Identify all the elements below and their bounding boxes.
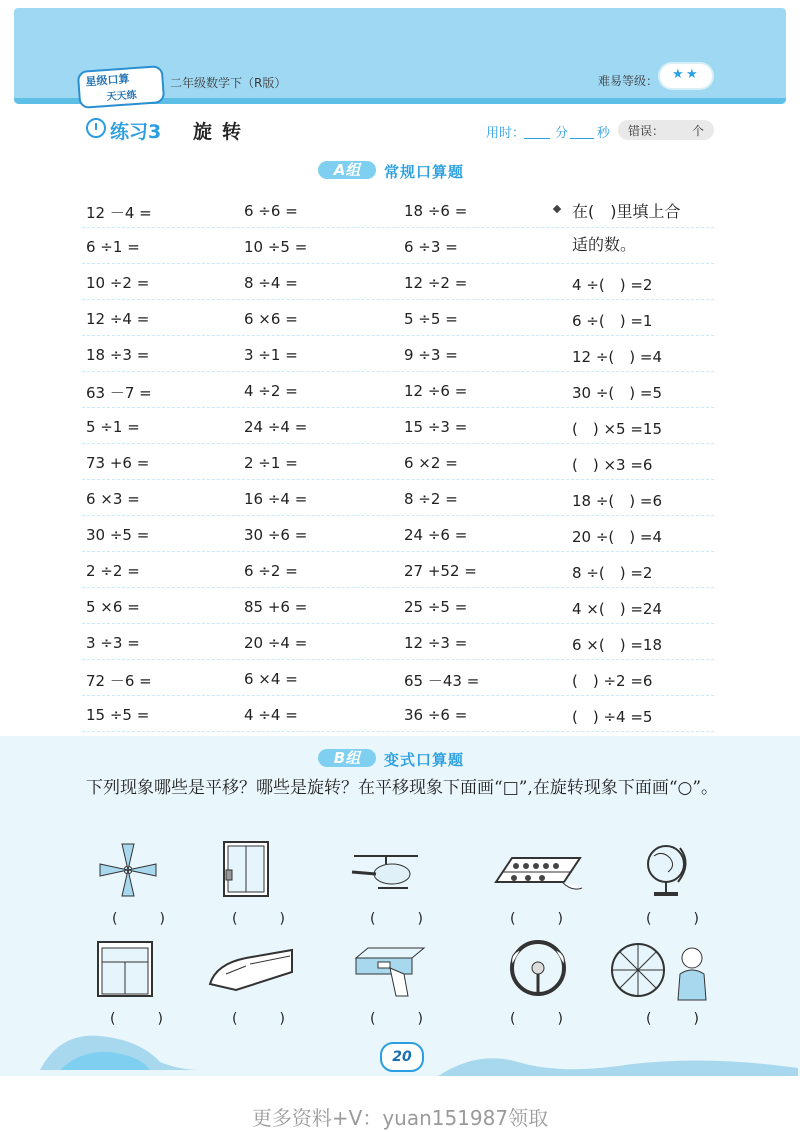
answer-paren-steering-wheel[interactable]: ( ): [510, 1011, 577, 1027]
problem-cell[interactable]: ( ) ÷2 =6: [572, 672, 653, 690]
fill-instruction-text-1: 在( )里填上合: [572, 202, 681, 221]
problem-cell[interactable]: 8 ÷( ) =2: [572, 564, 653, 582]
answer-paren-spinning-wheel[interactable]: ( ): [646, 1011, 713, 1027]
problem-cell[interactable]: 18 ÷6 =: [404, 202, 468, 220]
problem-row: [82, 336, 714, 372]
error-label: 错误：: [628, 124, 665, 138]
problem-row: [82, 480, 714, 516]
star-icon: ★: [672, 67, 684, 82]
problem-cell[interactable]: 3 ÷1 =: [244, 346, 298, 364]
problem-cell[interactable]: 6 ×3 =: [86, 490, 140, 508]
lesson-number: 练习3: [110, 121, 162, 143]
problem-cell[interactable]: ( ) ×3 =6: [572, 456, 653, 474]
problem-cell[interactable]: 30 ÷6 =: [244, 526, 308, 544]
windmill-picture: [98, 842, 158, 898]
answer-paren-sliding-window[interactable]: ( ): [232, 911, 299, 927]
page-number: 20: [380, 1042, 424, 1072]
minutes-blank[interactable]: [524, 138, 550, 139]
problem-cell[interactable]: 30 ÷( ) =5: [572, 384, 663, 402]
steering-wheel-picture: [506, 936, 570, 1002]
group-a-title: 常规口算题: [384, 163, 465, 181]
star-icon: ★: [686, 67, 698, 82]
group-a-tag: A组: [318, 161, 376, 179]
group-b-title: 变式口算题: [384, 751, 465, 769]
problem-cell[interactable]: 2 ÷1 =: [244, 454, 298, 472]
problem-cell[interactable]: 85 +6 =: [244, 598, 308, 616]
window-frame-picture: [94, 940, 156, 1000]
drawer-picture: [350, 944, 430, 1000]
problem-row: [82, 444, 714, 480]
group-a-banner: [318, 160, 518, 182]
problem-cell[interactable]: 6 ÷1 =: [86, 238, 140, 256]
problem-cell[interactable]: 4 ÷( ) =2: [572, 276, 653, 294]
difficulty-label: 难易等级：: [598, 74, 659, 88]
problem-cell[interactable]: 24 ÷4 =: [244, 418, 308, 436]
logo-line-2: 天天练: [106, 89, 138, 104]
answer-paren-globe[interactable]: ( ): [646, 911, 713, 927]
problem-cell[interactable]: 6 ÷6 =: [244, 202, 298, 220]
seconds-blank[interactable]: [570, 138, 594, 139]
second-label: 秒: [597, 126, 611, 141]
problem-cell[interactable]: 27 +52 =: [404, 562, 477, 580]
problem-cell[interactable]: 24 ÷6 =: [404, 526, 468, 544]
problem-cell[interactable]: 6 ÷3 =: [404, 238, 458, 256]
logo-line-1: 星级口算: [85, 72, 130, 89]
answer-paren-helicopter[interactable]: ( ): [370, 911, 437, 927]
problem-cell[interactable]: 12 ÷3 =: [404, 634, 468, 652]
problem-row: [82, 660, 714, 696]
problem-row: [82, 624, 714, 660]
alarm-clock-icon: [86, 118, 106, 138]
minute-label: 分: [555, 126, 569, 141]
globe-picture: [640, 840, 696, 900]
time-label: 用时：: [486, 126, 526, 141]
difficulty-rating: [660, 64, 712, 88]
problem-cell[interactable]: 6 ×2 =: [404, 454, 458, 472]
problem-cell[interactable]: 10 ÷2 =: [86, 274, 150, 292]
problem-cell[interactable]: 8 ÷2 =: [404, 490, 458, 508]
problem-cell[interactable]: 12 ÷6 =: [404, 382, 468, 400]
problem-cell[interactable]: 15 ÷3 =: [404, 418, 468, 436]
problem-cell[interactable]: 2 ÷2 =: [86, 562, 140, 580]
problem-row: [82, 408, 714, 444]
problem-cell[interactable]: 12 ÷4 =: [86, 310, 150, 328]
wave-decoration-left: [40, 1022, 200, 1070]
problem-cell[interactable]: 10 ÷5 =: [244, 238, 308, 256]
problem-cell[interactable]: 30 ÷5 =: [86, 526, 150, 544]
fill-instruction-line-1: [556, 199, 681, 222]
sliding-window-picture: [218, 840, 274, 898]
problem-cell[interactable]: 4 ×( ) =24: [572, 600, 663, 618]
fill-instruction-line-2: 适的数。: [572, 235, 637, 254]
problem-cell[interactable]: 4 ÷2 =: [244, 382, 298, 400]
problem-cell[interactable]: 8 ÷4 =: [244, 274, 298, 292]
answer-paren-window-frame[interactable]: ( ): [110, 1011, 177, 1027]
problem-cell[interactable]: 6 ×( ) =18: [572, 636, 663, 654]
question-text: 下列现象哪些是平移？哪些是旋转？在平移现象下面画“□”,在旋转现象下面画“○”。: [86, 778, 719, 798]
problem-cell[interactable]: 36 ÷6 =: [404, 706, 468, 724]
answer-paren-drawer[interactable]: ( ): [370, 1011, 437, 1027]
problem-cell[interactable]: 63 －7 =: [86, 384, 152, 402]
problem-row: [82, 300, 714, 336]
problem-row: [82, 372, 714, 408]
problem-cell[interactable]: 9 ÷3 =: [404, 346, 458, 364]
problem-cell[interactable]: 18 ÷3 =: [86, 346, 150, 364]
group-b-banner: [318, 748, 518, 770]
problem-cell[interactable]: 6 ×4 =: [244, 670, 298, 688]
bullet-train-picture: [206, 946, 296, 994]
problem-cell[interactable]: 20 ÷4 =: [244, 634, 308, 652]
problem-row: [82, 552, 714, 588]
problem-cell[interactable]: 12 ÷( ) =4: [572, 348, 663, 366]
problem-row: [82, 516, 714, 552]
wave-decoration-right: [438, 1040, 798, 1076]
group-b-tag: B组: [318, 749, 376, 767]
problem-cell[interactable]: 20 ÷( ) =4: [572, 528, 663, 546]
problem-cell[interactable]: ( ) ×5 =15: [572, 420, 663, 438]
spinning-wheel-picture: [606, 940, 716, 1002]
watermark-text: 更多资料+V：yuan151987领取: [251, 1106, 549, 1130]
book-title: 二年级数学下（R版）: [170, 76, 287, 90]
problem-cell[interactable]: 5 ÷5 =: [404, 310, 458, 328]
problem-cell[interactable]: 6 ÷2 =: [244, 562, 298, 580]
answer-paren-bullet-train[interactable]: ( ): [232, 1011, 299, 1027]
problem-cell[interactable]: 25 ÷5 =: [404, 598, 468, 616]
problem-cell[interactable]: 16 ÷4 =: [244, 490, 308, 508]
problem-cell[interactable]: 73 +6 =: [86, 454, 150, 472]
problem-cell[interactable]: 6 ÷( ) =1: [572, 312, 653, 330]
problem-row: [82, 264, 714, 300]
problem-cell[interactable]: 5 ×6 =: [86, 598, 140, 616]
problem-cell[interactable]: 72 －6 =: [86, 672, 152, 690]
problem-cell[interactable]: 12 －4 =: [86, 204, 152, 222]
answer-paren-windmill[interactable]: ( ): [112, 911, 179, 927]
problem-cell[interactable]: 4 ÷4 =: [244, 706, 298, 724]
error-unit: 个: [692, 124, 705, 138]
abacus-picture: [492, 852, 584, 898]
problem-cell[interactable]: 3 ÷3 =: [86, 634, 140, 652]
problem-row: [82, 588, 714, 624]
problem-cell[interactable]: 65 －43 =: [404, 672, 480, 690]
answer-paren-abacus[interactable]: ( ): [510, 911, 577, 927]
problem-cell[interactable]: 18 ÷( ) =6: [572, 492, 663, 510]
problem-cell[interactable]: 5 ÷1 =: [86, 418, 140, 436]
problem-row: [82, 696, 714, 732]
book-logo: [77, 65, 165, 109]
problem-cell[interactable]: 12 ÷2 =: [404, 274, 468, 292]
problem-cell[interactable]: 6 ×6 =: [244, 310, 298, 328]
helicopter-picture: [348, 850, 424, 894]
lesson-title: 旋转: [193, 121, 252, 143]
problem-cell[interactable]: 15 ÷5 =: [86, 706, 150, 724]
problem-cell[interactable]: ( ) ÷4 =5: [572, 708, 653, 726]
